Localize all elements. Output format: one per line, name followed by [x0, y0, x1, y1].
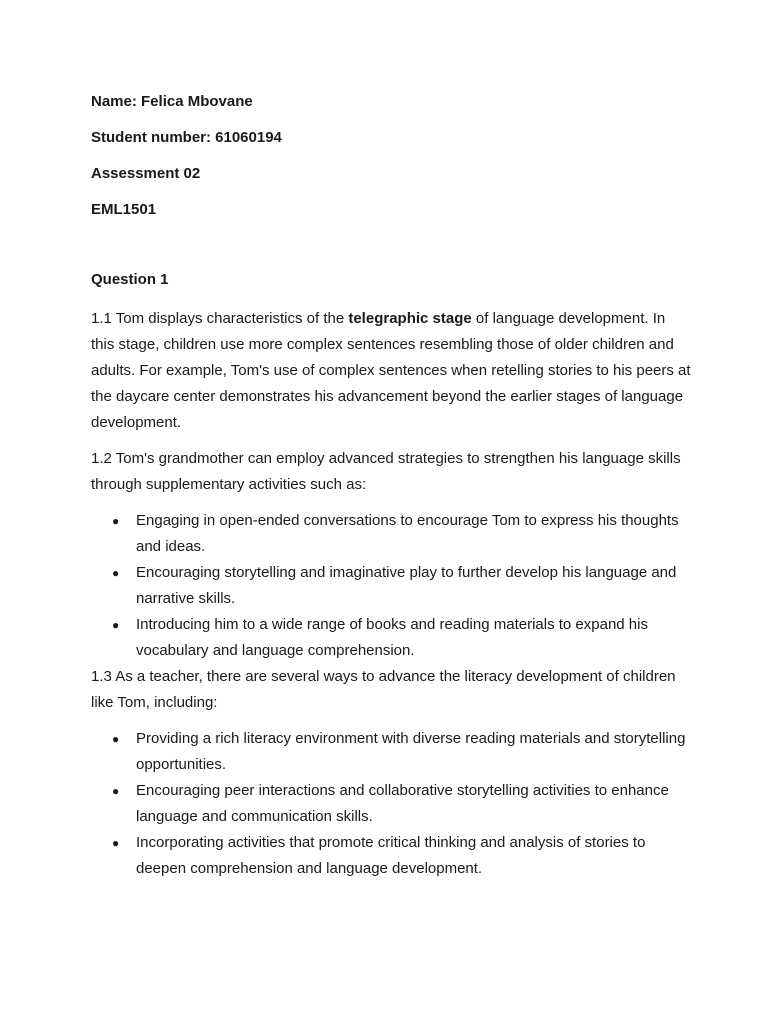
answer-1-3-list — [91, 726, 691, 882]
list-item-text: Introducing him to a wide range of books and reading materials to expand his vocabulary and language comprehension. — [136, 616, 648, 659]
list-item-text: Incorporating activities that promote critical thinking and analysis of stories to deepen comprehension and language development. — [136, 834, 646, 877]
answer-1-3-intro: 1.3 As a teacher, there are several ways to advance the literacy development of children like Tom, including: — [91, 668, 676, 711]
list-item — [91, 560, 691, 612]
list-item — [91, 830, 691, 882]
bullet-icon: ● — [112, 514, 120, 528]
list-item-text: Encouraging storytelling and imaginative play to further develop his language and narrative skills. — [136, 564, 677, 607]
bullet-icon: ● — [112, 618, 120, 632]
assessment-label: Assessment 02 — [91, 165, 201, 182]
answer-1-2-intro: 1.2 Tom's grandmother can employ advanced strategies to strengthen his language skills through supplementary activities such as: — [91, 450, 681, 493]
answer-1-1-text-before: 1.1 Tom displays characteristics of the — [91, 310, 349, 327]
list-item — [91, 778, 691, 830]
student-number: Student number: 61060194 — [91, 129, 282, 146]
answer-1-1-text-after: of language development. In this stage, children use more complex sentences resembling those of older children and adults. For example, Tom's use of complex sentences when retelling stories to his peers at the daycare center demonstrates his advancement beyond the earlier stages of language development. — [91, 310, 691, 431]
bullet-icon: ● — [112, 732, 120, 746]
module-code: EML1501 — [91, 201, 157, 218]
bullet-icon: ● — [112, 784, 120, 798]
list-item-text: Encouraging peer interactions and collaborative storytelling activities to enhance language and communication skills. — [136, 782, 669, 825]
answer-1-2-list — [91, 508, 691, 664]
list-item — [91, 508, 691, 560]
question-title: Question 1 — [91, 271, 169, 288]
bullet-icon: ● — [112, 566, 120, 580]
list-item — [91, 612, 691, 664]
student-name: Name: Felica Mbovane — [91, 93, 253, 110]
bullet-icon: ● — [112, 836, 120, 850]
answer-1-1 — [91, 306, 691, 436]
answer-1-1-bold-term: telegraphic stage — [348, 310, 472, 327]
document-body — [91, 92, 691, 882]
list-item-text: Providing a rich literacy environment with diverse reading materials and storytelling opportunities. — [136, 730, 686, 773]
list-item-text: Engaging in open-ended conversations to encourage Tom to express his thoughts and ideas. — [136, 512, 679, 555]
list-item — [91, 726, 691, 778]
